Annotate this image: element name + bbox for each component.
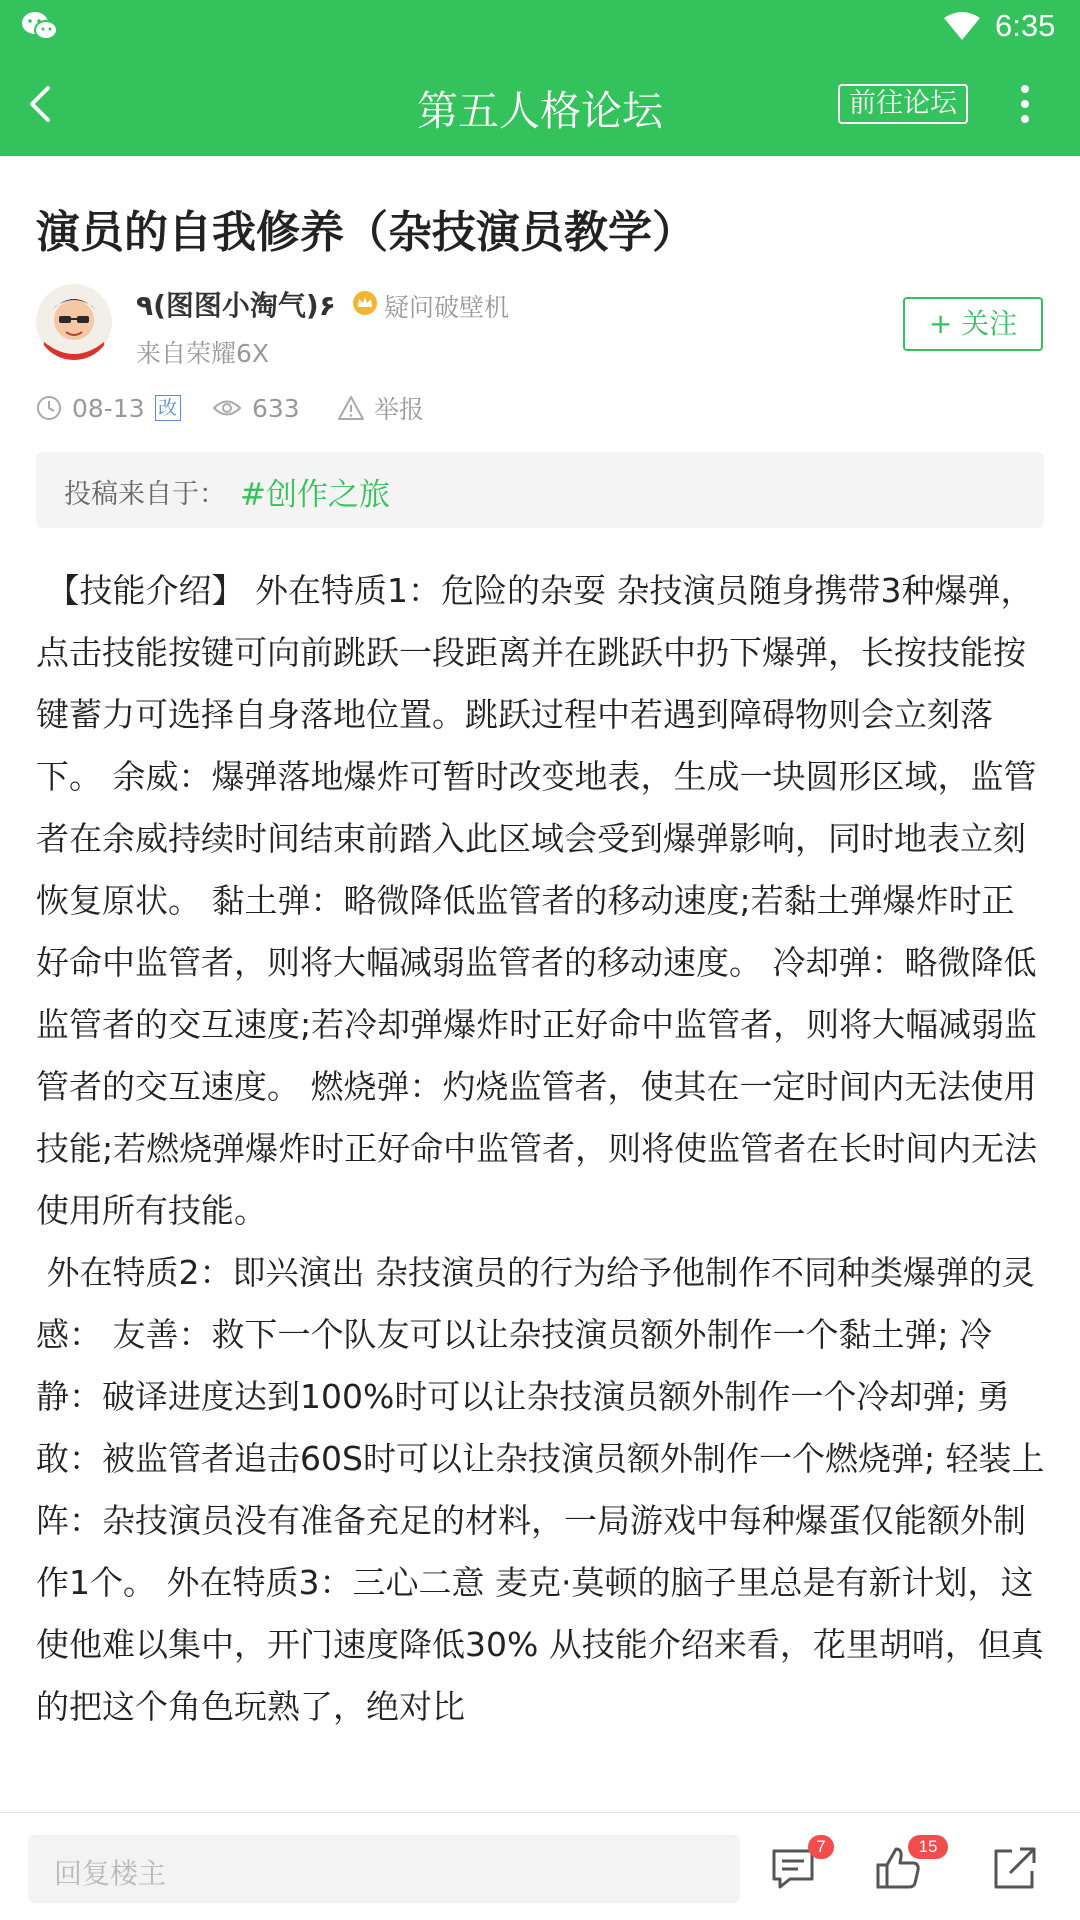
avatar[interactable] [36, 284, 112, 360]
eye-icon [212, 395, 242, 421]
status-time: 6:35 [995, 8, 1056, 43]
post-date-text: 08-13 [72, 393, 145, 423]
author-badge-title: 疑问破壁机 [384, 293, 510, 322]
source-box [36, 452, 1044, 528]
bottom-bar [0, 1812, 1080, 1920]
edited-tag: 改 [155, 395, 181, 421]
source-label: 投稿来自于： [64, 479, 226, 510]
clock-icon [36, 395, 62, 421]
author-device: 来自荣耀6X [136, 339, 270, 368]
crown-badge-icon [352, 290, 378, 316]
status-bar [0, 0, 1080, 52]
page-title: 第五人格论坛 [417, 87, 663, 135]
post-date [36, 392, 181, 424]
goto-forum-button[interactable]: 前往论坛 [838, 84, 968, 124]
app-bar [0, 52, 1080, 156]
share-icon[interactable] [990, 1843, 1040, 1893]
reply-placeholder: 回复楼主 [54, 1857, 167, 1890]
wechat-icon [20, 10, 60, 42]
report-label: 举报 [374, 395, 425, 424]
warning-icon [338, 395, 364, 421]
like-count-badge: 15 [908, 1835, 948, 1859]
author-name[interactable]: ٩(图图小淘气)۶ [136, 289, 336, 322]
report-button[interactable] [338, 392, 424, 424]
post-content: 【技能介绍】 外在特质1：危险的杂耍 杂技演员随身携带3种爆弹，点击技能按键可向前跳跃一段距离并在跳跃中扔下爆弹，长按技能按键蓄力可选择自身落地位置。跳跃过程中若遇到障碍物则会立刻落下。 余威：爆弹落地爆炸可暂时改变地表，生成一块圆形区域，监管者在余威持续时间结束前踏入此区域会受到爆弹影响，同时地表立刻恢复原状。 黏土弹：略微降低监管者的移动速度;若黏土弹爆炸时正好命中监管者，则将大幅减弱监管者的移动速度。 冷却弹：略微降低监管者的交互速度;若冷却弹爆炸时正好命中监管者，则将大幅减弱监管者的交互速度。 燃烧弹：灼烧监管者，使其在一定时间内无法使用技能;若燃烧弹爆炸时正好命中监管者，则将使监管者在长时间内无法使用所有技能。 外在特质2：即兴演出 杂技演员的行为给予他制作不同种类爆弹的灵感： 友善：救下一个队友可以让杂技演员额外制作一个黏土弹; 冷静：破译进度达到100%时可以让杂技演员额外制作一个冷却弹; 勇敢：被监管者追击60S时可以让杂技演员额外制作一个燃烧弹; 轻装上阵：杂技演员没有准备充足的材料，一局游戏中每种爆蛋仅能额外制作1个。 外在特质3：三心二意 麦克·莫顿的脑子里总是有新计划，这使他难以集中，开门速度降低30% 从技能介绍来看，花里胡哨，但真的把这个角色玩熟了，绝对比 [36, 571, 1045, 1726]
follow-button[interactable]: + 关注 [903, 297, 1043, 351]
more-options-icon[interactable] [1012, 82, 1038, 126]
post-views [212, 392, 300, 424]
topic-link[interactable]: #创作之旅 [240, 477, 390, 513]
comment-count-badge: 7 [808, 1835, 834, 1859]
wifi-icon [942, 10, 982, 42]
post-title: 演员的自我修养（杂技演员教学） [36, 207, 696, 258]
reply-input[interactable] [28, 1835, 740, 1903]
post-views-count: 633 [252, 393, 300, 423]
